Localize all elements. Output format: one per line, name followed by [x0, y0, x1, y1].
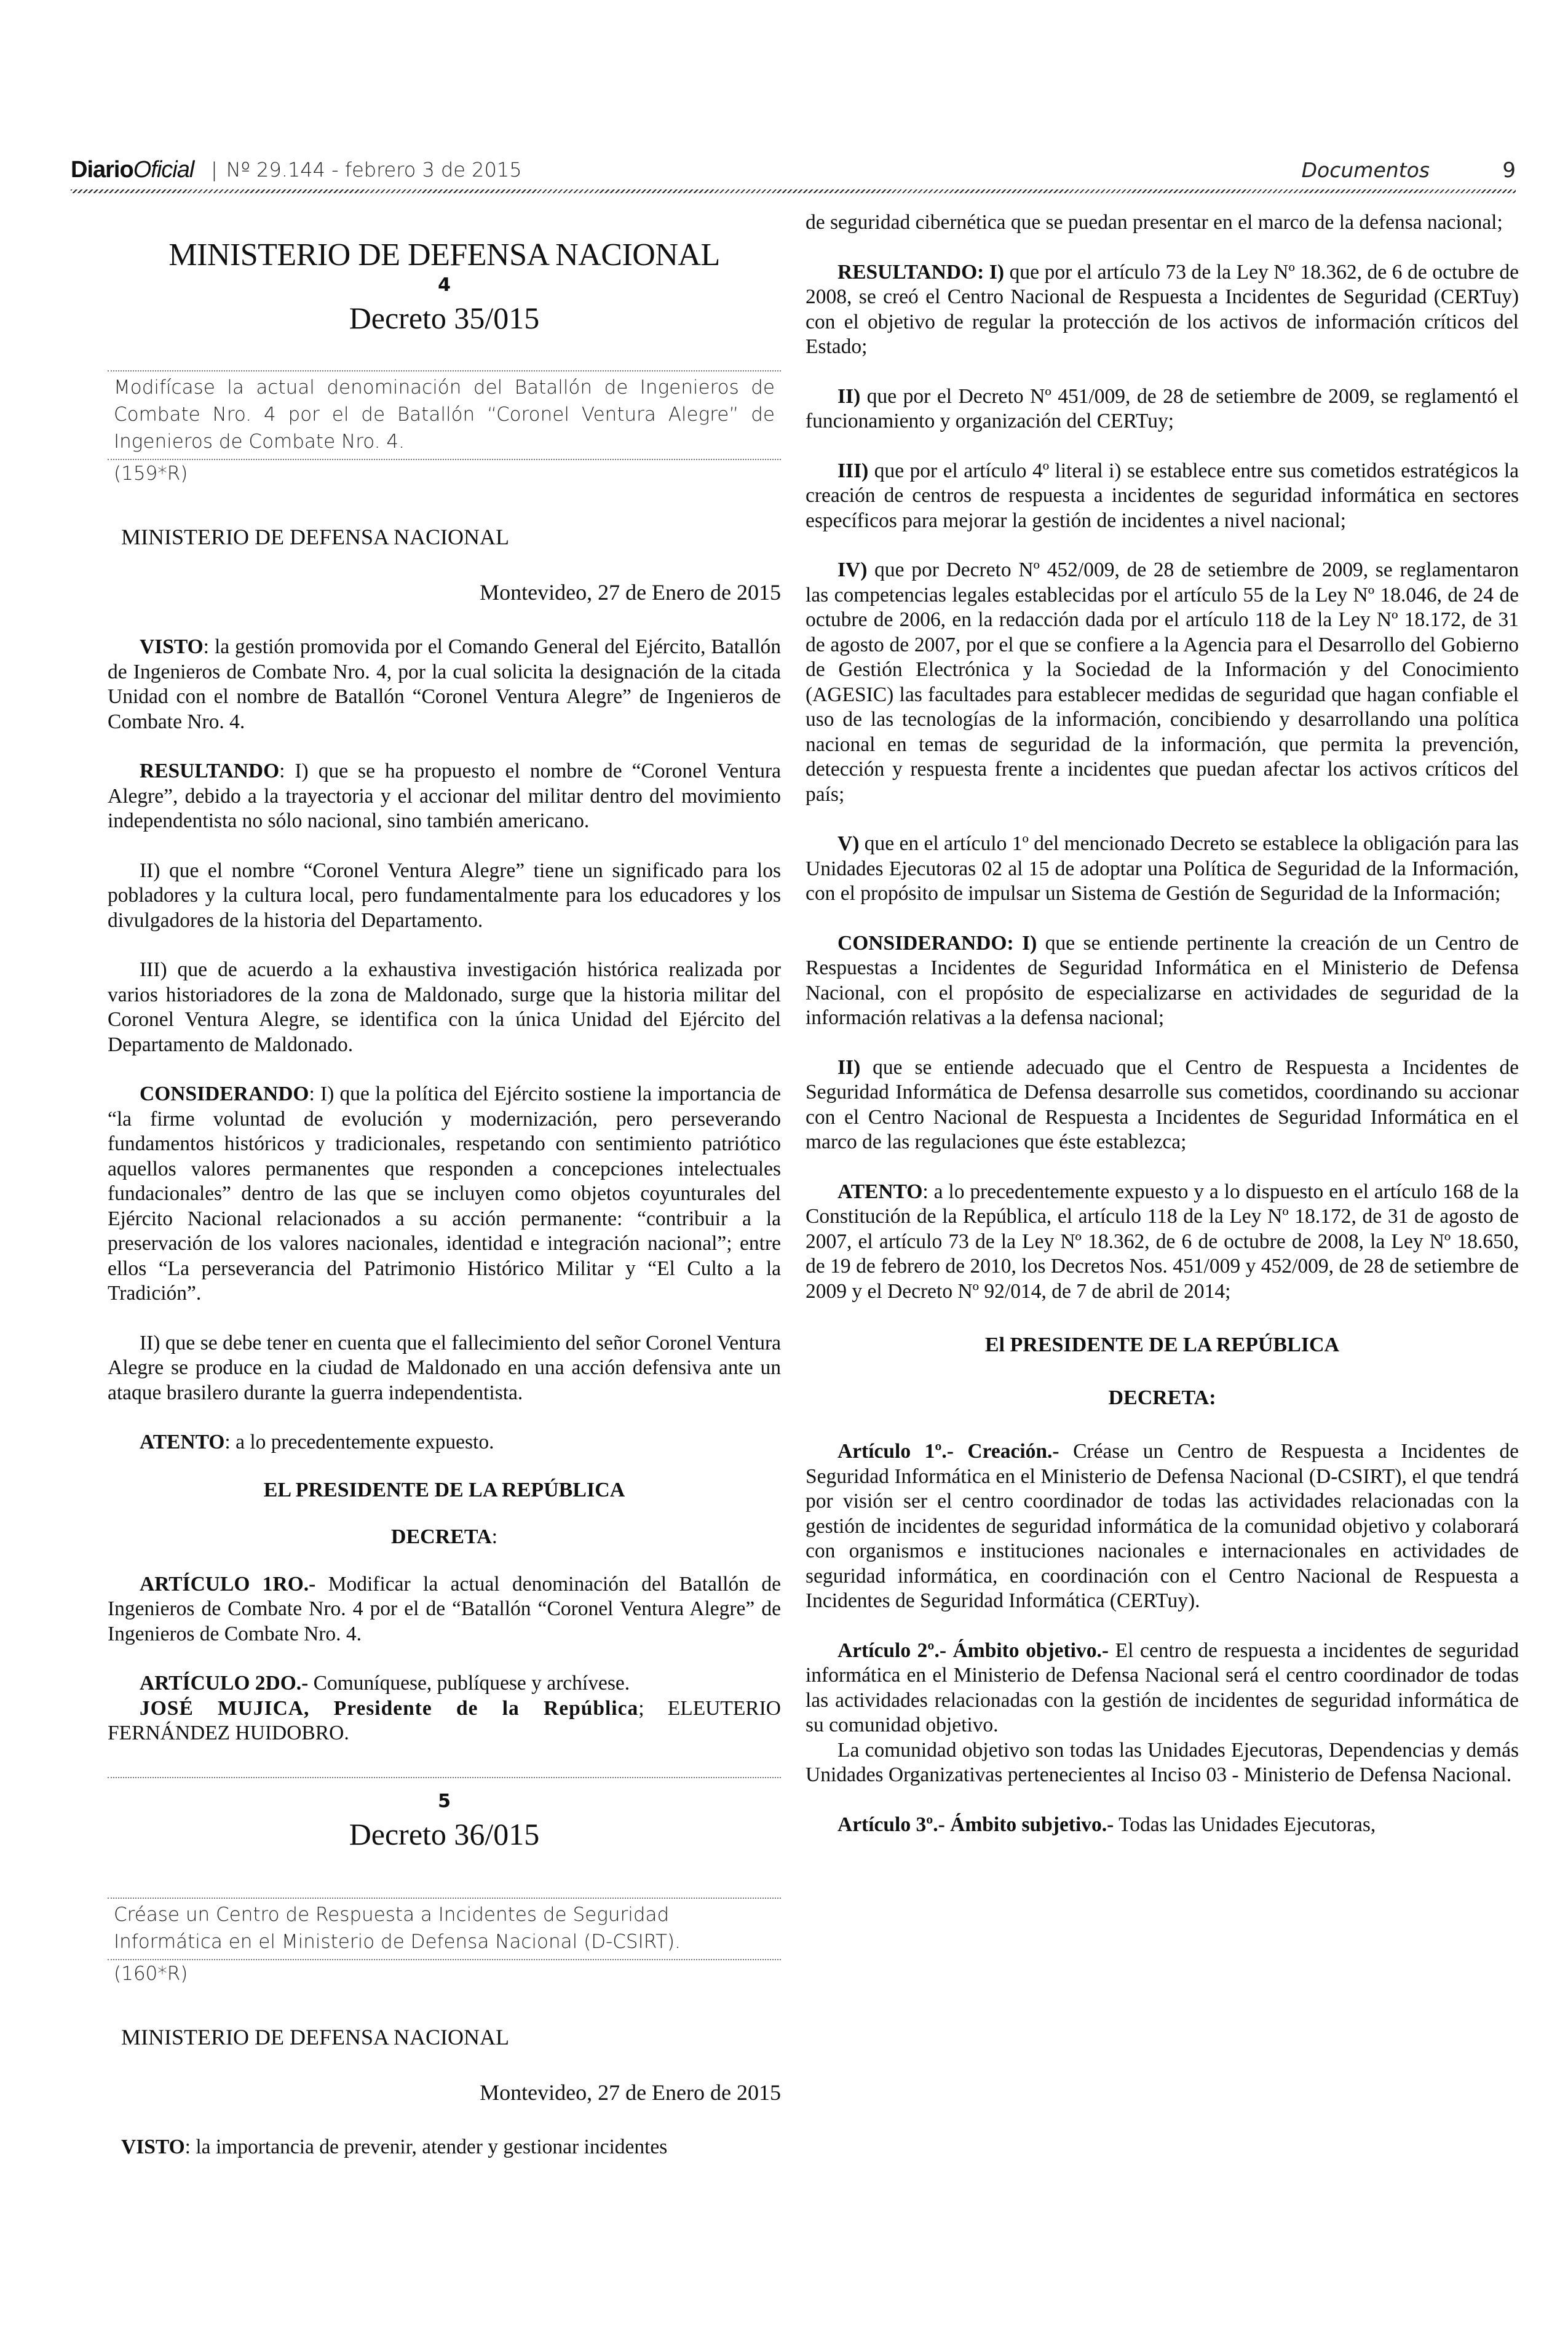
- left-column: [108, 203, 781, 2160]
- atento-label: ATENTO: [140, 1431, 225, 1453]
- diario-oficial-logo: [71, 157, 194, 183]
- article-2-paragraph: [108, 1671, 781, 1696]
- considerando-paragraph: [806, 931, 1519, 1031]
- article-1-paragraph: [108, 1572, 781, 1647]
- decreta-colon: :: [491, 1525, 498, 1548]
- atento-paragraph: [108, 1430, 781, 1455]
- visto-text: : la importancia de prevenir, atender y gestionar incidentes: [184, 2135, 668, 2158]
- resultando-paragraph: [806, 260, 1519, 360]
- resultando-2-paragraph: [806, 384, 1519, 434]
- article-2-label: Artículo 2º.- Ámbito objetivo.-: [837, 1639, 1109, 1662]
- logo-oficial: Oficial: [133, 157, 194, 183]
- ministry-heading: MINISTERIO DE DEFENSA NACIONAL: [168, 237, 720, 272]
- place-date: Montevideo, 27 de Enero de 2015: [480, 2080, 781, 2105]
- decreta-label: DECRETA: [390, 1525, 492, 1548]
- header-rule: [71, 189, 1516, 193]
- decreta-heading: DECRETA:: [1108, 1386, 1216, 1409]
- considerando-2-paragraph: II) que se debe tener en cuenta que el fallecimiento del señor Coronel Ventura Alegre se produce en la ciudad de Maldonado en una acción defensiva ante un ataque brasilero durante la guerra independentista.: [108, 1331, 781, 1404]
- right-column: [806, 210, 1519, 1837]
- resultando-1-text: : I) que se ha propuesto el nombre de “Coronel Ventura Alegre”, debido a la trayectoria y el accionar del militar dentro del movimiento independentista no sólo nacional, sino también americano.: [108, 760, 781, 832]
- section-name: Documentos: [1301, 158, 1430, 182]
- resultando-3-paragraph: III) que de acuerdo a la exhaustiva investigación histórica realizada por varios historiadores de la zona de Maldonado, surge que la historia militar del Coronel Ventura Alegre, se identifica con la única Unidad del Ejército del Departamento de Maldonado.: [108, 958, 781, 1056]
- decreta-heading: [108, 1525, 781, 1549]
- decree-title: Decreto 36/015: [349, 1816, 540, 1851]
- article-3-paragraph: [806, 1813, 1519, 1838]
- president-heading: EL PRESIDENTE DE LA REPÚBLICA: [263, 1478, 625, 1501]
- resultando-2-text: que por el Decreto Nº 451/009, de 28 de setiembre de 2009, se reglamentó el funcionamiento y organización del CERTuy;: [806, 384, 1519, 432]
- decree-reference: (159*R): [114, 463, 188, 485]
- logo-diario: Diario: [71, 157, 133, 183]
- decree-summary: Créase un Centro de Respuesta a Incidentes de Seguridad Informática en el Ministerio de Defensa Nacional (D-CSIRT).: [114, 1903, 681, 1953]
- resultando-label: RESULTANDO: [837, 260, 978, 284]
- atento-label: ATENTO: [837, 1180, 923, 1203]
- considerando-2-paragraph: [806, 1055, 1519, 1155]
- visto-label: VISTO: [121, 2135, 185, 2158]
- page-number: 9: [1502, 158, 1516, 183]
- issue-info: [211, 158, 522, 181]
- article-1-text: Créase un Centro de Respuesta a Incidentes de Seguridad Informática en el Ministerio de Defensa Nacional (D-CSIRT), el que tendrá por visión ser el centro coordinador de todas las actividades relacionadas con la gestión de incidentes de seguridad informática de la comunidad objetivo y colaborará con organismos e instituciones nacionales e internacionales en actividades de seguridad informática, en coordinación con el Centro Nacional de Respuesta a Incidentes de Seguridad Informática (CERTuy).: [806, 1440, 1519, 1612]
- resultando-5-text: que en el artículo 1º del mencionado Decreto se establece la obligación para las Unidades Ejecutoras 02 al 15 de adoptar una Política de Seguridad de la Información, con el propósito de impulsar un Sistema de Gestión de Seguridad de la Información;: [806, 832, 1519, 905]
- resultando-4-text: que por Decreto Nº 452/009, de 28 de setiembre de 2009, se reglamentaron las competencias legales establecidas por el artículo 55 de la Ley Nº 18.046, de 24 de octubre de 2006, en la redacción dada por el artículo 118 de la Ley Nº 18.172, de 31 de agosto de 2007, por el que se confiere a la Agencia para el Desarrollo del Gobierno de Gestión Electrónica y la Sociedad de la Información y del Conocimiento (AGESIC) las facultades para establecer medidas de seguridad que hagan confiable el uso de las tecnologías de la información, concibiendo y desarrollando una política nacional en temas de seguridad de la información, que permita la prevención, detección y respuesta frente a incidentes que puedan afectar los activos críticos del país;: [806, 558, 1519, 806]
- resultando-4-paragraph: [806, 558, 1519, 807]
- article-1-label: ARTÍCULO 1RO.-: [140, 1572, 316, 1596]
- decree-summary: Modifícase la actual denominación del Batallón de Ingenieros de Combate Nro. 4 por el de Batallón “Coronel Ventura Alegre” de Ingenieros de Combate Nro. 4.: [114, 376, 775, 453]
- visto-continuation: de seguridad cibernética que se puedan presentar en el marco de la defensa nacional;: [806, 211, 1503, 234]
- considerando-1-text: que se entiende pertinente la creación de un Centro de Respuestas a Incidentes de Seguridad Informática en el Ministerio de Defensa Nacional, con el propósito de especializarse en actividades de seguridad de la información relativas a la defensa nacional;: [806, 931, 1519, 1029]
- issue-number-date: Nº 29.144 - febrero 3 de 2015: [226, 158, 522, 181]
- resultando-3-text: que por el artículo 4º literal i) se establece entre sus cometidos estratégicos la creación de centros de respuesta a incidentes de seguridad informática en sectores específicos para mejorar la gestión de incidentes a nivel nacional;: [806, 459, 1519, 532]
- decree-sequence-number: 5: [438, 1790, 451, 1812]
- article-2-text: El centro de respuesta a incidentes de seguridad informática en el Ministerio de Defensa Nacional será el centro coordinador de todas las actividades relacionadas con la gestión de incidentes de seguridad informática de su comunidad objetivo.: [806, 1639, 1519, 1736]
- issuer: MINISTERIO DE DEFENSA NACIONAL: [121, 2024, 509, 2049]
- visto-paragraph: [108, 635, 781, 734]
- considerando-2-label: II): [837, 1055, 861, 1079]
- considerando-label: CONSIDERANDO: [837, 931, 1007, 955]
- article-1-label: Artículo 1º.- Creación.-: [837, 1440, 1059, 1463]
- signature-president: JOSÉ MUJICA, Presidente de la República: [140, 1696, 639, 1720]
- considerando-1-text: : I) que la política del Ejército sostiene la importancia de “la firme voluntad de evolución y modernización, pero perseverando fundamentos históricos y tradicionales, respetando con sentimiento patriótico aquellos valores permanentes que responden a concepciones intelectuales fundacionales” dentro de las que se incluyen como objetos coyunturales del Ejército Nacional relacionados a su acción permanente: “contribuir a la preservación de los valores nacionales, identidad e integración nacional”; entre ellos “La perseverancia del Patrimonio Histórico Militar y “El Culto a la Tradición”.: [108, 1083, 781, 1305]
- issuer: MINISTERIO DE DEFENSA NACIONAL: [121, 525, 509, 549]
- signature-minister: ; ELEUTERIO FERNÁNDEZ HUIDOBRO.: [108, 1696, 781, 1744]
- resultando-5-label: V): [837, 832, 860, 855]
- resultando-3-label: III): [837, 459, 869, 482]
- article-2-second-paragraph: La comunidad objetivo son todas las Unidades Ejecutoras, Dependencias y demás Unidades Organizativas pertenecientes al Inciso 03 - Ministerio de Defensa Nacional.: [806, 1738, 1519, 1786]
- article-2-label: ARTÍCULO 2DO.-: [140, 1672, 309, 1695]
- visto-paragraph-start: [108, 2135, 781, 2160]
- article-1-text: Modificar la actual denominación del Batallón de Ingenieros de Combate Nro. 4 por el de “Batallón “Coronel Ventura Alegre” de Ingenieros de Combate Nro. 4.: [108, 1572, 782, 1645]
- atento-text: : a lo precedentemente expuesto y a lo dispuesto en el artículo 168 de la Constitución de la República, el artículo 118 de la Ley Nº 18.172, de 31 de agosto de 2007, el artículo 73 de la Ley Nº 18.362, de 6 de octubre de 2008, la Ley Nº 18.650, de 19 de febrero de 2010, los Decretos Nos. 451/009 y 452/009, de 28 de setiembre de 2009 y el Decreto Nº 92/014, de 7 de abril de 2014;: [806, 1180, 1519, 1303]
- signature-paragraph: [108, 1696, 781, 1746]
- visto-label: VISTO: [140, 635, 204, 658]
- resultando-1-text: que por el artículo 73 de la Ley Nº 18.362, de 6 de octubre de 2008, se creó el Centro Nacional de Respuesta a Incidentes de Seguridad (CERTuy) con el objetivo de regular la protección de los activos de información críticos del Estado;: [806, 260, 1519, 358]
- considerando-paragraph: [108, 1082, 781, 1306]
- resultando-3-paragraph: [806, 459, 1519, 534]
- visto-text: : la gestión promovida por el Comando General del Ejército, Batallón de Ingenieros de Combate Nro. 4, por la cual solicita la designación de la citada Unidad con el nombre de Batallón “Coronel Ventura Alegre” de Ingenieros de Combate Nro. 4.: [108, 635, 781, 733]
- atento-text: : a lo precedentemente expuesto.: [224, 1431, 494, 1453]
- article-1-paragraph: [806, 1439, 1519, 1614]
- resultando-label: RESULTANDO: [140, 760, 280, 782]
- resultando-paragraph: [108, 759, 781, 834]
- article-2-paragraph: [806, 1639, 1519, 1738]
- considerando-2-text: que se entiende adecuado que el Centro de Respuesta a Incidentes de Seguridad Informática de Defensa desarrolle sus cometidos, coordinando su accionar con el Centro Nacional de Respuesta a Incidentes de Seguridad Informática en el marco de las regulaciones que éste establezca;: [806, 1055, 1519, 1153]
- resultando-2-label: II): [837, 384, 861, 408]
- resultando-2-paragraph: II) que el nombre “Coronel Ventura Alegre” tiene un significado para los pobladores y la cultura local, pero fundamentalmente para los educadores y los divulgadores de la historia del Departamento.: [108, 859, 781, 932]
- resultando-4-label: IV): [837, 558, 868, 581]
- place-date: Montevideo, 27 de Enero de 2015: [480, 580, 781, 605]
- decree-title: Decreto 35/015: [349, 301, 540, 335]
- article-3-text: Todas las Unidades Ejecutoras,: [1114, 1813, 1376, 1836]
- atento-paragraph: [806, 1180, 1519, 1305]
- considerando-1-label: : I): [1007, 931, 1037, 955]
- article-3-label: Artículo 3º.- Ámbito subjetivo.-: [837, 1813, 1114, 1836]
- resultando-5-paragraph: [806, 832, 1519, 907]
- resultando-1-label: : I): [977, 260, 1005, 284]
- decree-sequence-number: 4: [438, 274, 451, 296]
- divider: [108, 1777, 781, 1778]
- page-header: [71, 157, 1516, 188]
- considerando-label: CONSIDERANDO: [140, 1083, 309, 1105]
- header-separator: |: [211, 158, 218, 181]
- decree-reference: (160*R): [114, 1962, 188, 1985]
- article-2-text: Comuníquese, publíquese y archívese.: [308, 1672, 630, 1695]
- president-heading: El PRESIDENTE DE LA REPÚBLICA: [984, 1333, 1340, 1356]
